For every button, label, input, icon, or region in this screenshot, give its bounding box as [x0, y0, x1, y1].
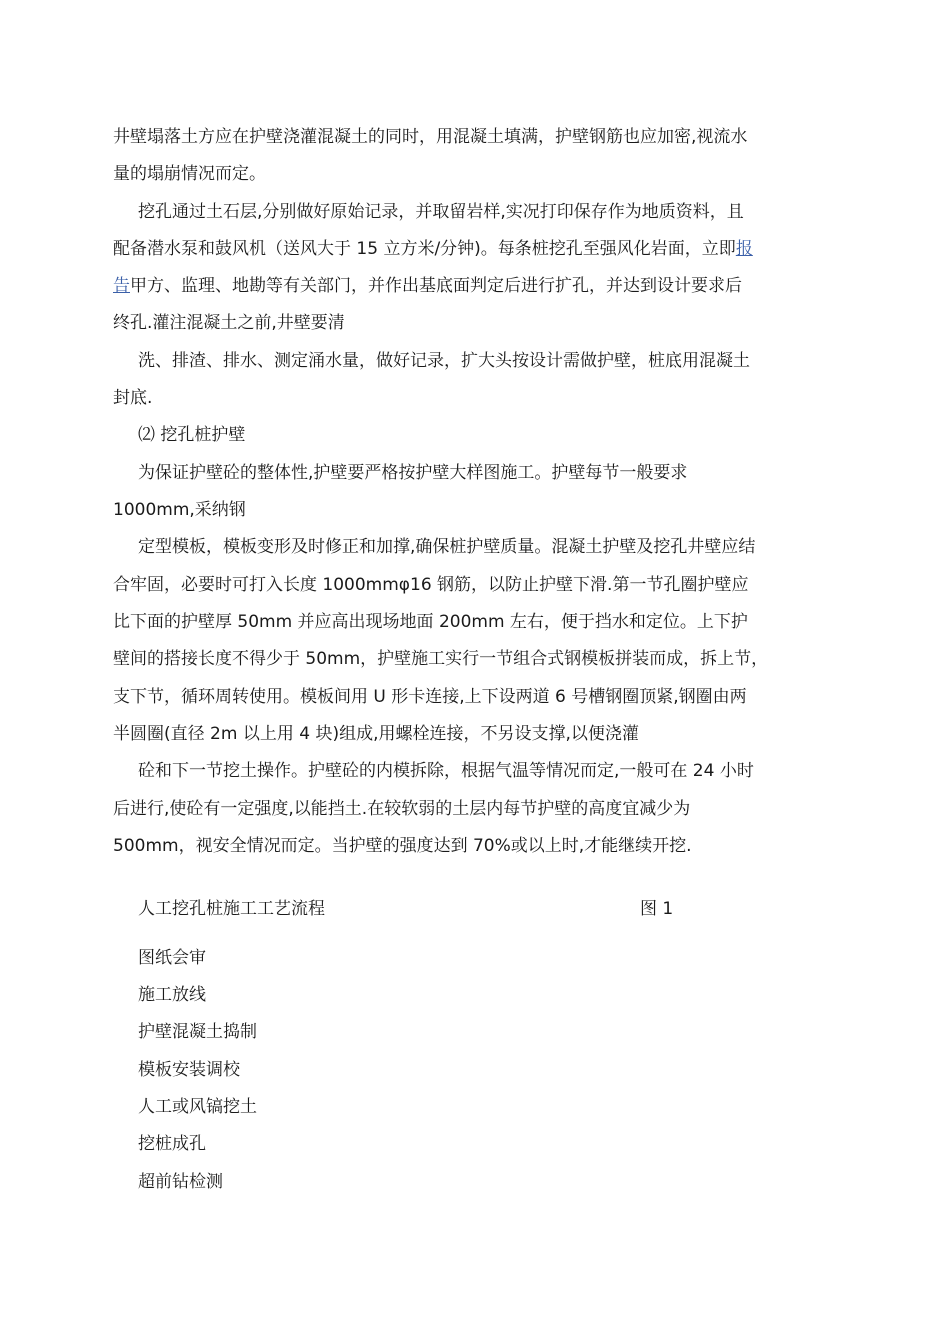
- flow-step: 人工或风镐挖土: [138, 1097, 257, 1117]
- figure-title: 人工挖孔桩施工工艺流程: [138, 899, 325, 919]
- paragraph-line: 500mm，视安全情况而定。当护壁的强度达到 70%或以上时,才能继续开挖.: [113, 836, 692, 856]
- flow-step: 模板安装调校: [138, 1060, 240, 1080]
- paragraph-line: 1000mm,采纳钢: [113, 500, 246, 520]
- paragraph-text: 甲方、监理、地勘等有关部门，并作出基底面判定后进行扩孔，并达到设计要求后: [130, 276, 742, 296]
- paragraph-line: 井壁塌落土方应在护壁浇灌混凝土的同时，用混凝土填满，护壁钢筋也应加密,视流水: [113, 127, 748, 147]
- paragraph-line: 挖孔通过土石层,分别做好原始记录，并取留岩样,实况打印保存作为地质资料，且: [138, 202, 744, 222]
- paragraph-line: 支下节，循环周转使用。模板间用 U 形卡连接,上下设两道 6 号槽钢圈顶紧,钢圈由两: [113, 687, 747, 707]
- paragraph-line: 洗、排渣、排水、测定涌水量，做好记录，扩大头按设计需做护壁，桩底用混凝土: [138, 351, 750, 371]
- flow-step: 施工放线: [138, 985, 206, 1005]
- flow-step: 护壁混凝土捣制: [138, 1022, 257, 1042]
- paragraph-line: 壁间的搭接长度不得少于 50mm，护壁施工实行一节组合式钢模板拼装而成，拆上节，: [113, 649, 769, 669]
- paragraph-line: 后进行,使砼有一定强度,以能挡土.在较软弱的土层内每节护壁的高度宜减少为: [113, 799, 691, 819]
- section-heading: ⑵ 挖孔桩护壁: [138, 425, 246, 445]
- paragraph-line: [113, 276, 742, 296]
- paragraph-line: 砼和下一节挖土操作。护壁砼的内模拆除，根据气温等情况而定,一般可在 24 小时: [138, 761, 754, 781]
- flow-step: 超前钻检测: [138, 1172, 223, 1192]
- paragraph-line: 为保证护壁砼的整体性,护壁要严格按护壁大样图施工。护壁每节一般要求: [138, 463, 688, 483]
- report-link-continued[interactable]: 告: [113, 276, 130, 296]
- paragraph-line: 比下面的护壁厚 50mm 并应高出现场地面 200mm 左右，便于挡水和定位。上下护: [113, 612, 748, 632]
- paragraph-line: 定型模板，模板变形及时修正和加撑,确保桩护壁质量。混凝土护壁及挖孔井壁应结: [138, 537, 756, 557]
- paragraph-line: 合牢固，必要时可打入长度 1000mmφ16 钢筋，以防止护壁下滑.第一节孔圈护壁应: [113, 575, 749, 595]
- figure-label: 图 1: [640, 899, 674, 919]
- flow-step: 图纸会审: [138, 948, 206, 968]
- paragraph-text: 配备潜水泵和鼓风机（送风大于 15 立方米/分钟)。每条桩挖孔至强风化岩面，立即: [113, 239, 736, 259]
- paragraph-line: 量的塌崩情况而定。: [113, 164, 266, 184]
- paragraph-line: 封底.: [113, 388, 153, 408]
- paragraph-line: [113, 239, 753, 259]
- report-link[interactable]: 报: [735, 239, 753, 259]
- flow-step: 挖桩成孔: [138, 1134, 206, 1154]
- paragraph-line: 终孔.灌注混凝土之前,井壁要清: [113, 313, 345, 333]
- paragraph-line: 半圆圈(直径 2m 以上用 4 块)组成,用螺栓连接，不另设支撑,以便浇灌: [113, 724, 639, 744]
